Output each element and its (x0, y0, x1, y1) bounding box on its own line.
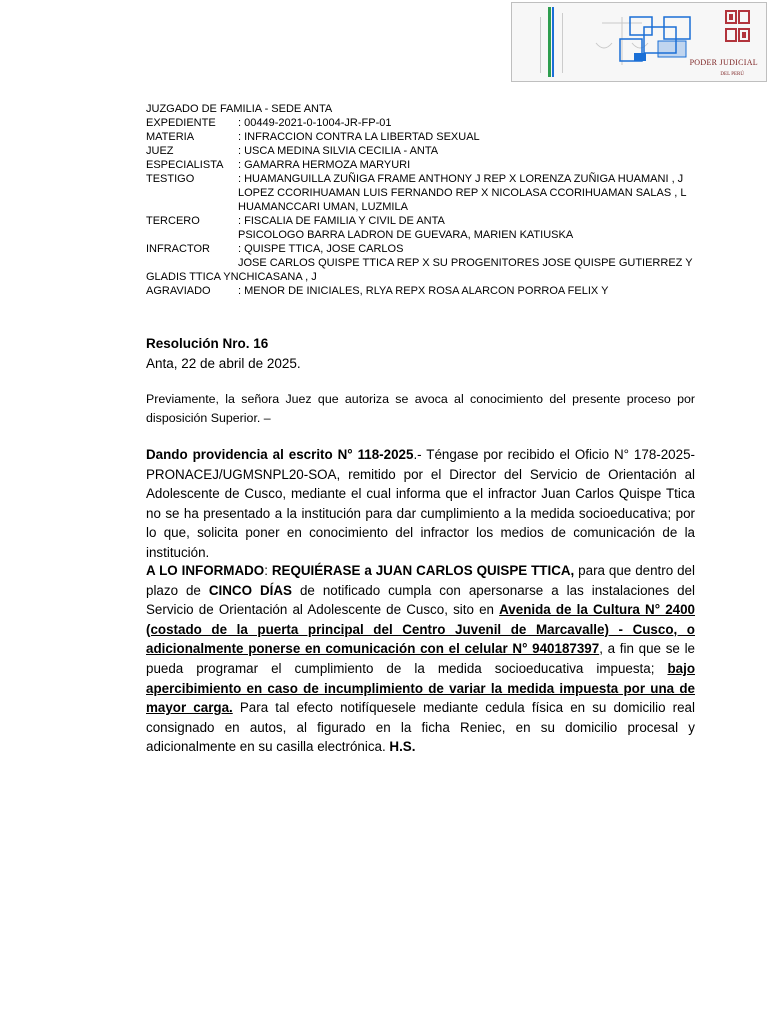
field-materia: MATERIA : INFRACCION CONTRA LA LIBERTAD SEXUAL (146, 131, 480, 143)
logo-institution-name: PODER JUDICIAL (689, 58, 758, 67)
resolution-block (146, 334, 301, 374)
field-infractor-line3: GLADIS TTICA YNCHICASANA , J (146, 271, 317, 283)
field-juez: JUEZ : USCA MEDINA SILVIA CECILIA - ANTA (146, 145, 439, 157)
field-infractor: INFRACTOR : QUISPE TTICA, JOSE CARLOS (146, 243, 404, 255)
address-contact: Avenida de la Cultura N° 2400 (costado de la puerta principal del Centro Juvenil de Marcavalle) - Cusco, o adicionalmente ponerse en comunicación con el celular N° 940187397 (146, 602, 695, 657)
apercibimiento-warning: bajo apercibimiento en caso de incumplimiento de variar la medida impuesta por una de mayor carga. (146, 660, 695, 716)
paragraph-requerimiento: A LO INFORMADO: REQUIÉRASE a JUAN CARLOS QUISPE TTICA, para que dentro del plazo de CINCO DÍAS de notificado cumpla con apersonarse a las instalaciones del Servicio de Orientación al Adolescente de Cusco, sito en Avenida de la Cultura N° 2400 (costado de la puerta principal del Centro Juvenil de Marcavalle) - Cusco, o adicionalmente ponerse en comunicación con el celular N° 940187397, a fin que se le pueda programar el cumplimiento de la medida socioeducativa impuesta; bajo apercibimiento en caso de incumplimiento de variar la medida impuesta por una de mayor carga. Para tal efecto notifíquesele mediante cedula física en su domicilio real consignado en autos, al figurado en la ficha Reniec, en su domicilio procesal y adicionalmente en su casilla electrónica. H.S. (146, 563, 695, 755)
providencia-text: .- Téngase por recibido el Oficio N° 178-2025-PRONACEJ/UGMSNPL20-SOA, remitido por el Director del Servicio de Orientación al Adolescente de Cusco, mediante el cual informa que el infractor Juan Carlos Quispe Ttica no se ha presentado a la institución para dar cumplimiento a la medida socioeducativa; por lo que, solicita poner en conocimiento del infractor los medios de comunicación de la institución. (146, 447, 695, 560)
court-name: JUZGADO DE FAMILIA - SEDE ANTA (146, 103, 333, 115)
field-especialista: ESPECIALISTA : GAMARRA HERMOZA MARYURI (146, 159, 411, 171)
informado-lead: A LO INFORMADO (146, 563, 265, 578)
providencia-lead: Dando providencia al escrito N° 118-2025 (146, 447, 414, 462)
paragraph-preliminary: Previamente, la señora Juez que autoriza se avoca al conocimiento del presente proceso por disposición Superior. – (146, 392, 695, 425)
field-testigo: TESTIGO : HUAMANGUILLA ZUÑIGA FRAME ANTHONY J REP X LORENZA ZUÑIGA HUAMANI , J (146, 173, 684, 185)
logo-graphic-icon (512, 3, 767, 82)
field-infractor-line2: JOSE CARLOS QUISPE TTICA REP X SU PROGENITORES JOSE QUISPE GUTIERREZ Y (238, 257, 693, 269)
plazo-dias: CINCO DÍAS (208, 582, 292, 598)
field-tercero: TERCERO : FISCALIA DE FAMILIA Y CIVIL DE ANTA (146, 215, 445, 227)
resolution-place-date: Anta, 22 de abril de 2025. (146, 356, 301, 371)
field-tercero-line2: PSICOLOGO BARRA LADRON DE GUEVARA, MARIEN KATIUSKA (238, 229, 574, 241)
logo-country: DEL PERÚ (720, 72, 744, 77)
hs-mark: H.S. (389, 739, 416, 755)
field-expediente: EXPEDIENTE : 00449-2021-0-1004-JR-FP-01 (146, 117, 392, 129)
field-testigo-line2: LOPEZ CCORIHUAMAN LUIS FERNANDO REP X NICOLASA CCORIHUAMAN SALAS , L (238, 187, 687, 199)
field-testigo-line3: HUAMANCCARI UMAN, LUZMILA (238, 201, 408, 213)
requierase-text: REQUIÉRASE a JUAN CARLOS QUISPE TTICA, (271, 563, 575, 578)
field-agraviado: AGRAVIADO : MENOR DE INICIALES, RLYA REPX ROSA ALARCON PORROA FELIX Y (146, 285, 609, 297)
case-header (146, 102, 706, 298)
resolution-title: Resolución Nro. 16 (146, 336, 269, 351)
judicial-logo (511, 2, 767, 82)
paragraph-providencia (146, 445, 695, 563)
